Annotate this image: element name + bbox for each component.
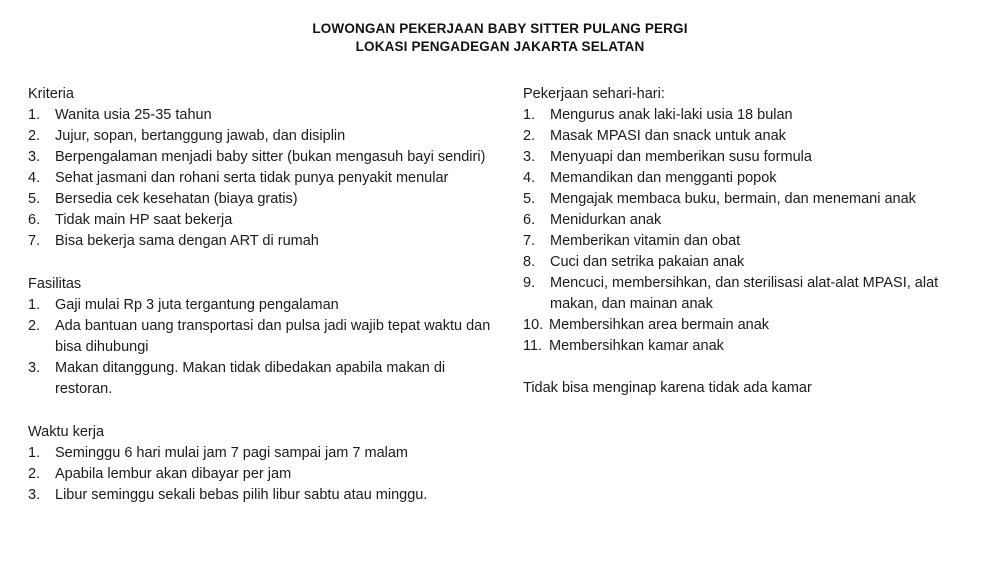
list-item: [28, 358, 505, 400]
list-item-text: Ada bantuan uang transportasi dan pulsa jadi wajib tepat waktu dan bisa dihubungi: [55, 318, 491, 355]
list-item-text: Bersedia cek kesehatan (biaya gratis): [55, 191, 298, 207]
list-item-text: Jujur, sopan, bertanggung jawab, dan disiplin: [55, 128, 346, 144]
list-item-text: Makan ditanggung. Makan tidak dibedakan apabila makan di restoran.: [55, 360, 446, 397]
page-title: [0, 0, 1000, 56]
list-item: [28, 147, 505, 168]
list-item: [523, 315, 986, 336]
list-item: [28, 126, 505, 147]
list-item-marker: 2.: [28, 466, 41, 482]
list-item-text: Cuci dan setrika pakaian anak: [550, 254, 745, 270]
list-item: [28, 210, 505, 231]
section-heading: Fasilitas: [28, 276, 82, 292]
list-item: [523, 105, 986, 126]
section: [523, 84, 986, 357]
list-item-marker: 1.: [28, 297, 41, 313]
list-item-marker: 1.: [28, 107, 41, 123]
content-columns: [0, 84, 1000, 506]
list-item-text: Tidak main HP saat bekerja: [55, 212, 233, 228]
section-heading: Waktu kerja: [28, 424, 105, 440]
list-item: [28, 443, 505, 464]
list-item-text: Menyuapi dan memberikan susu formula: [550, 149, 812, 165]
list-item-text: Mengurus anak laki-laki usia 18 bulan: [550, 107, 793, 123]
list-item-marker: 4.: [523, 170, 536, 186]
list-item-marker: 2.: [523, 128, 536, 144]
list-item-marker: 5.: [28, 191, 41, 207]
list-item-marker: 7.: [523, 233, 536, 249]
list-item: [523, 231, 986, 252]
title-line-1: LOWONGAN PEKERJAAN BABY SITTER PULANG PERGI: [312, 21, 688, 36]
left-sections-container: [28, 84, 505, 506]
list-item-marker: 10.: [523, 317, 544, 333]
list-item: [523, 126, 986, 147]
section: [28, 84, 505, 252]
list-item-text: Membersihkan area bermain anak: [549, 317, 770, 333]
list-item: [28, 464, 505, 485]
list-item: [28, 316, 505, 358]
list-item-text: Memberikan vitamin dan obat: [550, 233, 741, 249]
list-item-text: Mencuci, membersihkan, dan sterilisasi alat-alat MPASI, alat makan, dan mainan anak: [550, 275, 939, 312]
numbered-list: [28, 295, 505, 400]
list-item: [28, 295, 505, 316]
list-item-text: Membersihkan kamar anak: [549, 338, 724, 354]
list-item: [28, 485, 505, 506]
list-item-text: Berpengalaman menjadi baby sitter (bukan mengasuh bayi sendiri): [55, 149, 486, 165]
section: [28, 422, 505, 506]
left-column: [0, 84, 515, 506]
list-item-marker: 2.: [28, 128, 41, 144]
list-item: [523, 147, 986, 168]
numbered-list: [28, 443, 505, 506]
list-item-marker: 3.: [523, 149, 536, 165]
section-heading: Kriteria: [28, 86, 74, 102]
list-item-marker: 3.: [28, 360, 41, 376]
list-item-text: Mengajak membaca buku, bermain, dan menemani anak: [550, 191, 916, 207]
list-item-marker: 2.: [28, 318, 41, 334]
list-item-marker: 8.: [523, 254, 536, 270]
list-item-marker: 3.: [28, 487, 41, 503]
list-item-text: Apabila lembur akan dibayar per jam: [55, 466, 292, 482]
list-item: [28, 168, 505, 189]
right-column: [515, 84, 1000, 399]
list-item-text: Menidurkan anak: [550, 212, 662, 228]
list-item: [28, 231, 505, 252]
numbered-list: [523, 105, 986, 357]
list-item-marker: 1.: [28, 445, 41, 461]
list-item-marker: 9.: [523, 275, 536, 291]
list-item: [523, 210, 986, 231]
title-line-2: LOKASI PENGADEGAN JAKARTA SELATAN: [355, 39, 645, 54]
list-item-marker: 6.: [523, 212, 536, 228]
list-item-text: Wanita usia 25-35 tahun: [55, 107, 212, 123]
list-item-text: Memandikan dan mengganti popok: [550, 170, 777, 186]
list-item-text: Sehat jasmani dan rohani serta tidak punya penyakit menular: [55, 170, 449, 186]
section: [28, 274, 505, 400]
list-item: [523, 252, 986, 273]
list-item: [523, 336, 986, 357]
list-item-marker: 11.: [523, 338, 543, 354]
numbered-list: [28, 105, 505, 252]
closing-note: Tidak bisa menginap karena tidak ada kamar: [523, 380, 812, 396]
section-heading: Pekerjaan sehari-hari:: [523, 86, 665, 102]
list-item: [523, 273, 986, 315]
list-item: [523, 168, 986, 189]
list-item-marker: 7.: [28, 233, 41, 249]
list-item-marker: 1.: [523, 107, 536, 123]
list-item: [523, 189, 986, 210]
list-item-marker: 6.: [28, 212, 41, 228]
list-item-text: Libur seminggu sekali bebas pilih libur sabtu atau minggu.: [55, 487, 428, 503]
list-item-text: Bisa bekerja sama dengan ART di rumah: [55, 233, 319, 249]
list-item: [28, 105, 505, 126]
right-sections-container: [523, 84, 986, 357]
list-item-text: Gaji mulai Rp 3 juta tergantung pengalaman: [55, 297, 339, 313]
list-item-text: Masak MPASI dan snack untuk anak: [550, 128, 786, 144]
list-item-text: Seminggu 6 hari mulai jam 7 pagi sampai jam 7 malam: [55, 445, 408, 461]
list-item: [28, 189, 505, 210]
list-item-marker: 3.: [28, 149, 41, 165]
list-item-marker: 4.: [28, 170, 41, 186]
list-item-marker: 5.: [523, 191, 536, 207]
